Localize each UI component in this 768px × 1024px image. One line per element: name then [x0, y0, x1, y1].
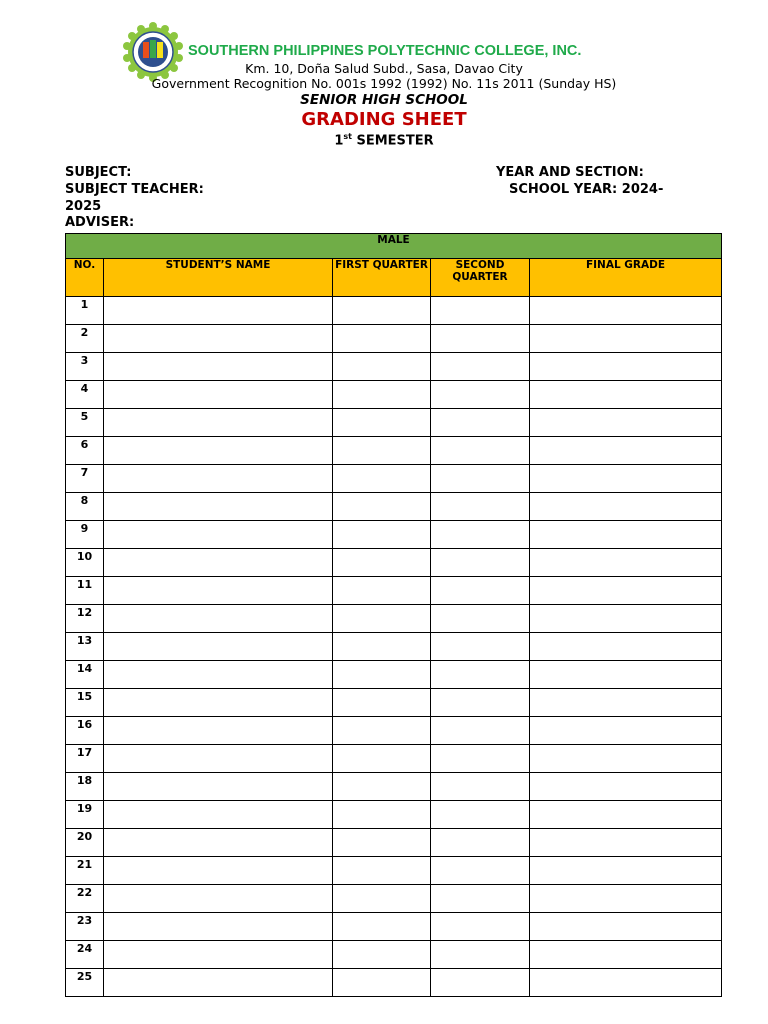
second-quarter-cell	[431, 857, 530, 885]
table-row	[66, 577, 722, 605]
second-quarter-cell	[431, 549, 530, 577]
second-quarter-cell	[431, 885, 530, 913]
second-quarter-cell	[431, 717, 530, 745]
final-grade-cell	[530, 409, 722, 437]
school-name: SOUTHERN PHILIPPINES POLYTECHNIC COLLEGE, INC.	[188, 43, 582, 59]
first-quarter-cell	[333, 661, 431, 689]
table-row	[66, 773, 722, 801]
first-quarter-cell	[333, 325, 431, 353]
first-quarter-cell	[333, 969, 431, 997]
second-quarter-cell	[431, 577, 530, 605]
table-row	[66, 409, 722, 437]
table-row	[66, 745, 722, 773]
row-number: 22	[66, 885, 104, 913]
row-number: 25	[66, 969, 104, 997]
adviser-label: ADVISER:	[65, 215, 135, 230]
final-grade-cell	[530, 829, 722, 857]
semester-label: 1st SEMESTER	[334, 132, 434, 149]
second-quarter-cell	[431, 353, 530, 381]
subject-teacher-label: SUBJECT TEACHER:	[65, 182, 204, 197]
student-name-cell	[104, 829, 333, 857]
final-grade-cell	[530, 661, 722, 689]
student-name-cell	[104, 745, 333, 773]
table-row	[66, 521, 722, 549]
final-grade-cell	[530, 465, 722, 493]
second-quarter-cell	[431, 409, 530, 437]
second-quarter-cell	[431, 913, 530, 941]
first-quarter-cell	[333, 521, 431, 549]
row-number: 11	[66, 577, 104, 605]
student-name-cell	[104, 325, 333, 353]
table-row	[66, 605, 722, 633]
second-quarter-cell	[431, 745, 530, 773]
second-quarter-cell	[431, 773, 530, 801]
second-quarter-cell	[431, 661, 530, 689]
table-row	[66, 717, 722, 745]
student-name-cell	[104, 409, 333, 437]
first-quarter-cell	[333, 913, 431, 941]
final-grade-cell	[530, 493, 722, 521]
first-quarter-cell	[333, 577, 431, 605]
table-row	[66, 801, 722, 829]
group-header-male: MALE	[66, 234, 722, 259]
row-number: 3	[66, 353, 104, 381]
school-year-continued: 2025	[65, 199, 102, 214]
final-grade-cell	[530, 941, 722, 969]
student-name-cell	[104, 661, 333, 689]
final-grade-cell	[530, 857, 722, 885]
final-grade-cell	[530, 577, 722, 605]
final-grade-cell	[530, 689, 722, 717]
final-grade-cell	[530, 325, 722, 353]
final-grade-cell	[530, 437, 722, 465]
row-number: 18	[66, 773, 104, 801]
table-row	[66, 465, 722, 493]
student-name-cell	[104, 353, 333, 381]
second-quarter-cell	[431, 969, 530, 997]
student-name-cell	[104, 521, 333, 549]
table-row	[66, 689, 722, 717]
second-quarter-cell	[431, 829, 530, 857]
table-row	[66, 913, 722, 941]
final-grade-cell	[530, 633, 722, 661]
final-grade-cell	[530, 297, 722, 325]
row-number: 5	[66, 409, 104, 437]
second-quarter-cell	[431, 605, 530, 633]
table-row	[66, 297, 722, 325]
student-name-cell	[104, 605, 333, 633]
table-row	[66, 437, 722, 465]
final-grade-cell	[530, 605, 722, 633]
grading-table	[65, 233, 722, 997]
row-number: 20	[66, 829, 104, 857]
row-number: 8	[66, 493, 104, 521]
final-grade-cell	[530, 969, 722, 997]
final-grade-cell	[530, 353, 722, 381]
second-quarter-cell	[431, 633, 530, 661]
school-address: Km. 10, Doña Salud Subd., Sasa, Davao City	[245, 61, 523, 76]
student-name-cell	[104, 549, 333, 577]
student-name-cell	[104, 381, 333, 409]
second-quarter-cell	[431, 801, 530, 829]
row-number: 9	[66, 521, 104, 549]
row-number: 14	[66, 661, 104, 689]
document-title: GRADING SHEET	[301, 109, 467, 130]
student-name-cell	[104, 801, 333, 829]
final-grade-cell	[530, 745, 722, 773]
row-number: 19	[66, 801, 104, 829]
table-row	[66, 661, 722, 689]
student-name-cell	[104, 717, 333, 745]
student-name-cell	[104, 941, 333, 969]
row-number: 1	[66, 297, 104, 325]
first-quarter-cell	[333, 717, 431, 745]
school-year-label: SCHOOL YEAR: 2024-	[509, 182, 664, 197]
table-row	[66, 493, 722, 521]
first-quarter-cell	[333, 297, 431, 325]
final-grade-cell	[530, 521, 722, 549]
row-number: 7	[66, 465, 104, 493]
subject-label: SUBJECT:	[65, 165, 132, 180]
second-quarter-cell	[431, 381, 530, 409]
row-number: 15	[66, 689, 104, 717]
row-number: 6	[66, 437, 104, 465]
final-grade-cell	[530, 717, 722, 745]
student-name-cell	[104, 437, 333, 465]
second-quarter-cell	[431, 689, 530, 717]
second-quarter-cell	[431, 521, 530, 549]
second-quarter-cell	[431, 297, 530, 325]
final-grade-cell	[530, 885, 722, 913]
student-name-cell	[104, 465, 333, 493]
table-row	[66, 885, 722, 913]
first-quarter-cell	[333, 829, 431, 857]
column-header-student-name: STUDENT’S NAME	[104, 259, 333, 297]
first-quarter-cell	[333, 941, 431, 969]
row-number: 24	[66, 941, 104, 969]
second-quarter-cell	[431, 941, 530, 969]
student-name-cell	[104, 773, 333, 801]
table-row	[66, 633, 722, 661]
year-section-label: YEAR AND SECTION:	[496, 165, 644, 180]
row-number: 10	[66, 549, 104, 577]
student-name-cell	[104, 297, 333, 325]
first-quarter-cell	[333, 773, 431, 801]
student-name-cell	[104, 885, 333, 913]
first-quarter-cell	[333, 605, 431, 633]
student-name-cell	[104, 633, 333, 661]
column-header-no: NO.	[66, 259, 104, 297]
table-row	[66, 325, 722, 353]
student-name-cell	[104, 577, 333, 605]
student-name-cell	[104, 857, 333, 885]
second-quarter-cell	[431, 465, 530, 493]
row-number: 12	[66, 605, 104, 633]
table-row	[66, 549, 722, 577]
first-quarter-cell	[333, 745, 431, 773]
column-header-second-quarter: SECOND QUARTER	[431, 259, 530, 297]
student-name-cell	[104, 969, 333, 997]
first-quarter-cell	[333, 381, 431, 409]
second-quarter-cell	[431, 325, 530, 353]
row-number: 4	[66, 381, 104, 409]
final-grade-cell	[530, 773, 722, 801]
table-row	[66, 381, 722, 409]
table-row	[66, 969, 722, 997]
first-quarter-cell	[333, 465, 431, 493]
first-quarter-cell	[333, 633, 431, 661]
student-name-cell	[104, 913, 333, 941]
second-quarter-cell	[431, 493, 530, 521]
row-number: 13	[66, 633, 104, 661]
first-quarter-cell	[333, 409, 431, 437]
column-header-final-grade: FINAL GRADE	[530, 259, 722, 297]
table-row	[66, 857, 722, 885]
first-quarter-cell	[333, 353, 431, 381]
row-number: 21	[66, 857, 104, 885]
row-number: 16	[66, 717, 104, 745]
first-quarter-cell	[333, 689, 431, 717]
final-grade-cell	[530, 801, 722, 829]
table-row	[66, 941, 722, 969]
row-number: 23	[66, 913, 104, 941]
first-quarter-cell	[333, 549, 431, 577]
final-grade-cell	[530, 381, 722, 409]
student-name-cell	[104, 493, 333, 521]
second-quarter-cell	[431, 437, 530, 465]
column-header-first-quarter: FIRST QUARTER	[333, 259, 431, 297]
student-name-cell	[104, 689, 333, 717]
first-quarter-cell	[333, 493, 431, 521]
government-recognition: Government Recognition No. 001s 1992 (1992) No. 11s 2011 (Sunday HS)	[151, 76, 617, 91]
first-quarter-cell	[333, 885, 431, 913]
first-quarter-cell	[333, 437, 431, 465]
department-label: SENIOR HIGH SCHOOL	[300, 92, 468, 108]
first-quarter-cell	[333, 857, 431, 885]
row-number: 2	[66, 325, 104, 353]
row-number: 17	[66, 745, 104, 773]
final-grade-cell	[530, 549, 722, 577]
table-row	[66, 829, 722, 857]
final-grade-cell	[530, 913, 722, 941]
table-row	[66, 353, 722, 381]
first-quarter-cell	[333, 801, 431, 829]
